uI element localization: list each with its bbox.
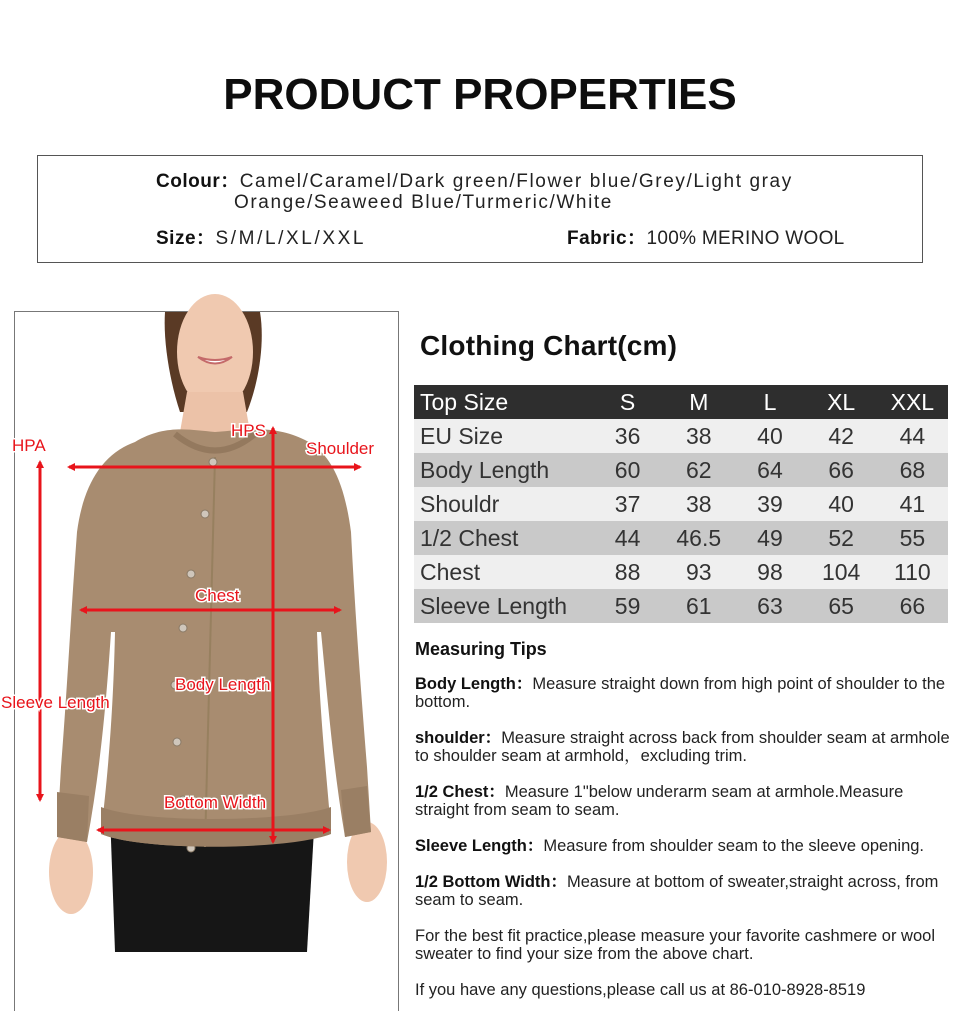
table-cell: 93 — [663, 555, 734, 589]
row-label: Sleeve Length — [414, 589, 592, 623]
size-chart-header-row — [414, 385, 948, 419]
header-cell: L — [734, 385, 805, 419]
tip-key: Sleeve Length： — [415, 837, 544, 855]
tip-text: Measure straight across back from shoulder seam at armhole to shoulder seam at armhold，excluding trim. — [415, 729, 950, 765]
table-cell: 104 — [806, 555, 877, 589]
header-cell: S — [592, 385, 663, 419]
left-hand — [49, 830, 93, 914]
table-row — [414, 487, 948, 521]
table-cell: 65 — [806, 589, 877, 623]
sleeve-length-label: Sleeve Length — [1, 693, 110, 712]
fit-note: For the best fit practice,please measure your favorite cashmere or wool sweater to find your size from the above chart. — [415, 927, 935, 963]
table-cell: 110 — [877, 555, 948, 589]
header-cell: XL — [806, 385, 877, 419]
tip-key: 1/2 Chest： — [415, 783, 505, 801]
table-cell: 64 — [734, 453, 805, 487]
colour-values-line1: Camel/Caramel/Dark green/Flower blue/Grey/Light gray — [239, 171, 793, 192]
bottom-width-label: Bottom Width — [164, 793, 267, 812]
header-cell: Top Size — [414, 385, 592, 419]
table-cell: 66 — [806, 453, 877, 487]
colour-values-line2: Orange/Seaweed Blue/Turmeric/White — [234, 192, 613, 213]
model-illustration — [1, 312, 400, 1012]
table-cell: 60 — [592, 453, 663, 487]
table-cell: 40 — [806, 487, 877, 521]
table-cell: 66 — [877, 589, 948, 623]
table-cell: 40 — [734, 419, 805, 453]
table-cell: 41 — [877, 487, 948, 521]
table-row — [414, 453, 948, 487]
table-cell: 37 — [592, 487, 663, 521]
table-row — [414, 589, 948, 623]
size-property — [156, 223, 366, 250]
tip-half-chest — [415, 783, 955, 819]
tip-body-length — [415, 675, 955, 711]
table-cell: 42 — [806, 419, 877, 453]
right-cuff — [341, 786, 371, 837]
tip-key: shoulder： — [415, 729, 502, 747]
page-title: PRODUCT PROPERTIES — [223, 70, 737, 119]
table-row — [414, 419, 948, 453]
size-chart-table — [414, 385, 948, 623]
table-cell: 38 — [663, 419, 734, 453]
table-cell: 39 — [734, 487, 805, 521]
shoulder-label: Shoulder — [306, 439, 375, 458]
table-cell: 46.5 — [663, 521, 734, 555]
table-cell: 63 — [734, 589, 805, 623]
table-cell: 55 — [877, 521, 948, 555]
measurement-diagram — [1, 311, 399, 1011]
table-cell: 61 — [663, 589, 734, 623]
row-label: Shouldr — [414, 487, 592, 521]
row-label: EU Size — [414, 419, 592, 453]
row-label: 1/2 Chest — [414, 521, 592, 555]
table-cell: 44 — [592, 521, 663, 555]
table-cell: 49 — [734, 521, 805, 555]
tip-text: Measure straight down from high point of shoulder to the bottom. — [415, 675, 946, 711]
tip-sleeve-length — [415, 837, 955, 855]
colour-property — [156, 171, 793, 192]
tip-key: Body Length： — [415, 675, 533, 693]
tip-key: 1/2 Bottom Width： — [415, 873, 568, 891]
colour-label: Colour： — [156, 171, 240, 192]
size-label: Size： — [156, 228, 216, 249]
measuring-tips — [415, 640, 955, 1017]
chest-label: Chest — [195, 586, 240, 605]
fabric-value: 100% MERINO WOOL — [646, 228, 845, 249]
header-cell: M — [663, 385, 734, 419]
body-length-label: Body Length — [175, 675, 271, 694]
row-label: Body Length — [414, 453, 592, 487]
contact-line: If you have any questions,please call us at 86-010-8928-8519 — [415, 981, 866, 999]
table-cell: 44 — [877, 419, 948, 453]
table-cell: 62 — [663, 453, 734, 487]
fabric-property — [567, 223, 845, 250]
fabric-label: Fabric： — [567, 228, 647, 249]
table-cell: 52 — [806, 521, 877, 555]
table-row — [414, 521, 948, 555]
tip-text: Measure 1"below underarm seam at armhole.Measure straight from seam to seam. — [415, 783, 904, 819]
table-cell: 68 — [877, 453, 948, 487]
table-cell: 36 — [592, 419, 663, 453]
row-label: Chest — [414, 555, 592, 589]
table-cell: 88 — [592, 555, 663, 589]
tip-text: Measure from shoulder seam to the sleeve opening. — [543, 837, 925, 855]
table-cell: 59 — [592, 589, 663, 623]
chart-title: Clothing Chart(cm) — [420, 330, 678, 361]
hpa-label: HPA — [12, 436, 46, 455]
size-value: S/M/L/XL/XXL — [215, 228, 367, 249]
product-properties-box — [37, 155, 923, 263]
header-cell: XXL — [877, 385, 948, 419]
table-cell: 98 — [734, 555, 805, 589]
hps-label: HPS — [231, 421, 266, 440]
tip-bottom-width — [415, 873, 955, 909]
table-row — [414, 555, 948, 589]
tips-heading: Measuring Tips — [415, 639, 547, 659]
tip-shoulder — [415, 729, 955, 765]
table-cell: 38 — [663, 487, 734, 521]
left-cuff — [57, 792, 89, 842]
tip-text: Measure at bottom of sweater,straight across, from seam to seam. — [415, 873, 939, 909]
